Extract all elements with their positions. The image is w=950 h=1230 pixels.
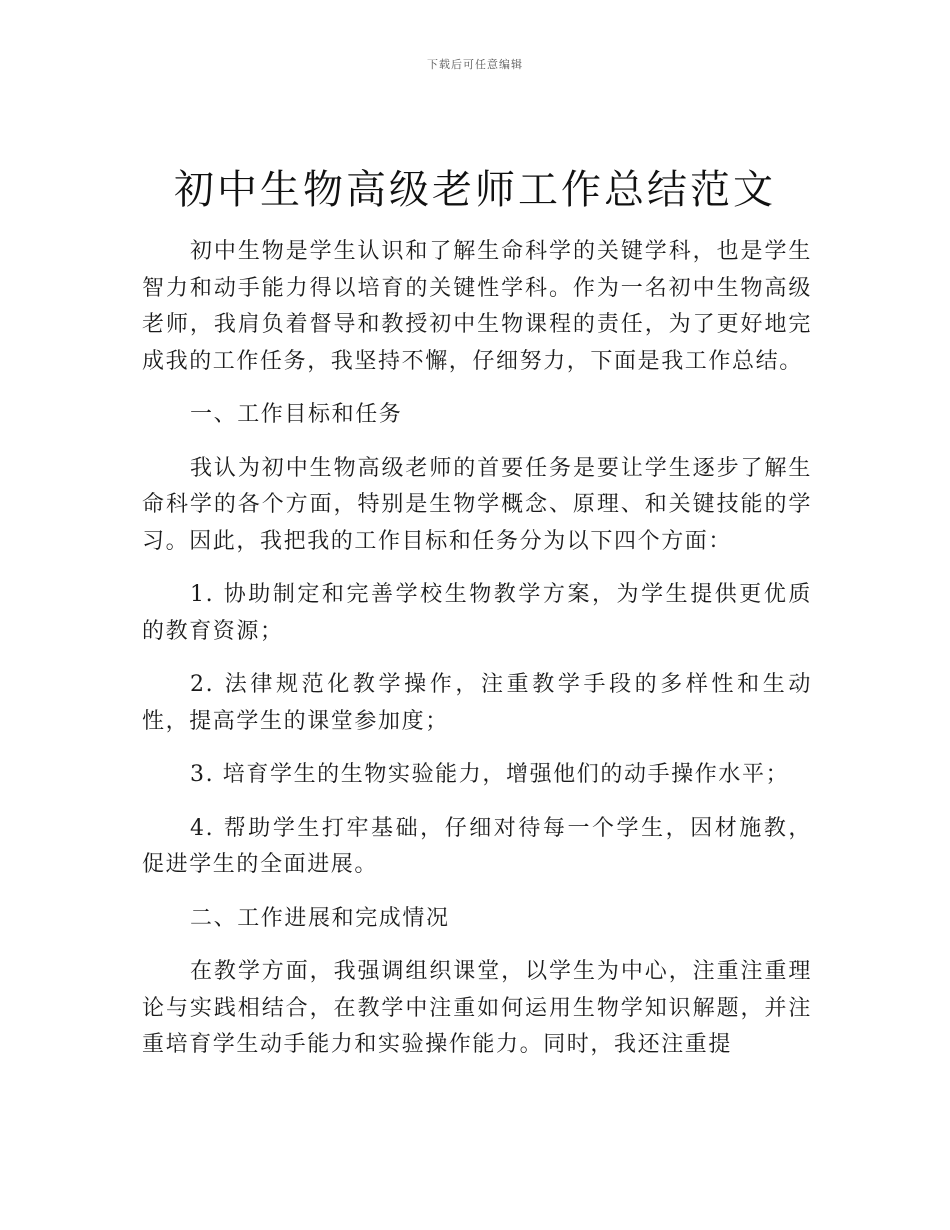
list-item-3: 3. 培育学生的生物实验能力，增强他们的动手操作水平； — [190, 762, 790, 787]
list-item-1: 1. 协助制定和完善学校生物教学方案，为学生提供更优质的教育资源； — [142, 582, 812, 644]
section-heading-2: 二、工作进展和完成情况 — [190, 905, 450, 931]
list-item-4: 4. 帮助学生打牢基础，仔细对待每一个学生，因材施教，促进学生的全面进展。 — [142, 815, 812, 877]
document-body — [142, 234, 812, 1081]
paragraph-goals: 我认为初中生物高级老师的首要任务是要让学生逐步了解生命科学的各个方面，特别是生物学概念、原理、和关键技能的学习。因此，我把我的工作目标和任务分为以下四个方面： — [142, 455, 812, 554]
paragraph-intro: 初中生物是学生认识和了解生命科学的关键学科，也是学生智力和动手能力得以培育的关键性学科。作为一名初中生物高级老师，我肩负着督导和教授初中生物课程的责任，为了更好地完成我的工作任务，我坚持不懈，仔细努力，下面是我工作总结。 — [142, 239, 812, 374]
list-item-2: 2. 法律规范化教学操作，注重教学手段的多样性和生动性，提高学生的课堂参加度； — [142, 672, 812, 734]
section-heading-1: 一、工作目标和任务 — [190, 402, 403, 427]
paragraph-progress: 在教学方面，我强调组织课堂，以学生为中心，注重注重理论与实践相结合，在教学中注重如何运用生物学知识解题，并注重培育学生动手能力和实验操作能力。同时，我还注重提 — [142, 959, 812, 1057]
header-note: 下载后可任意编辑 — [427, 58, 523, 71]
document-title: 初中生物高级老师工作总结范文 — [174, 167, 776, 213]
